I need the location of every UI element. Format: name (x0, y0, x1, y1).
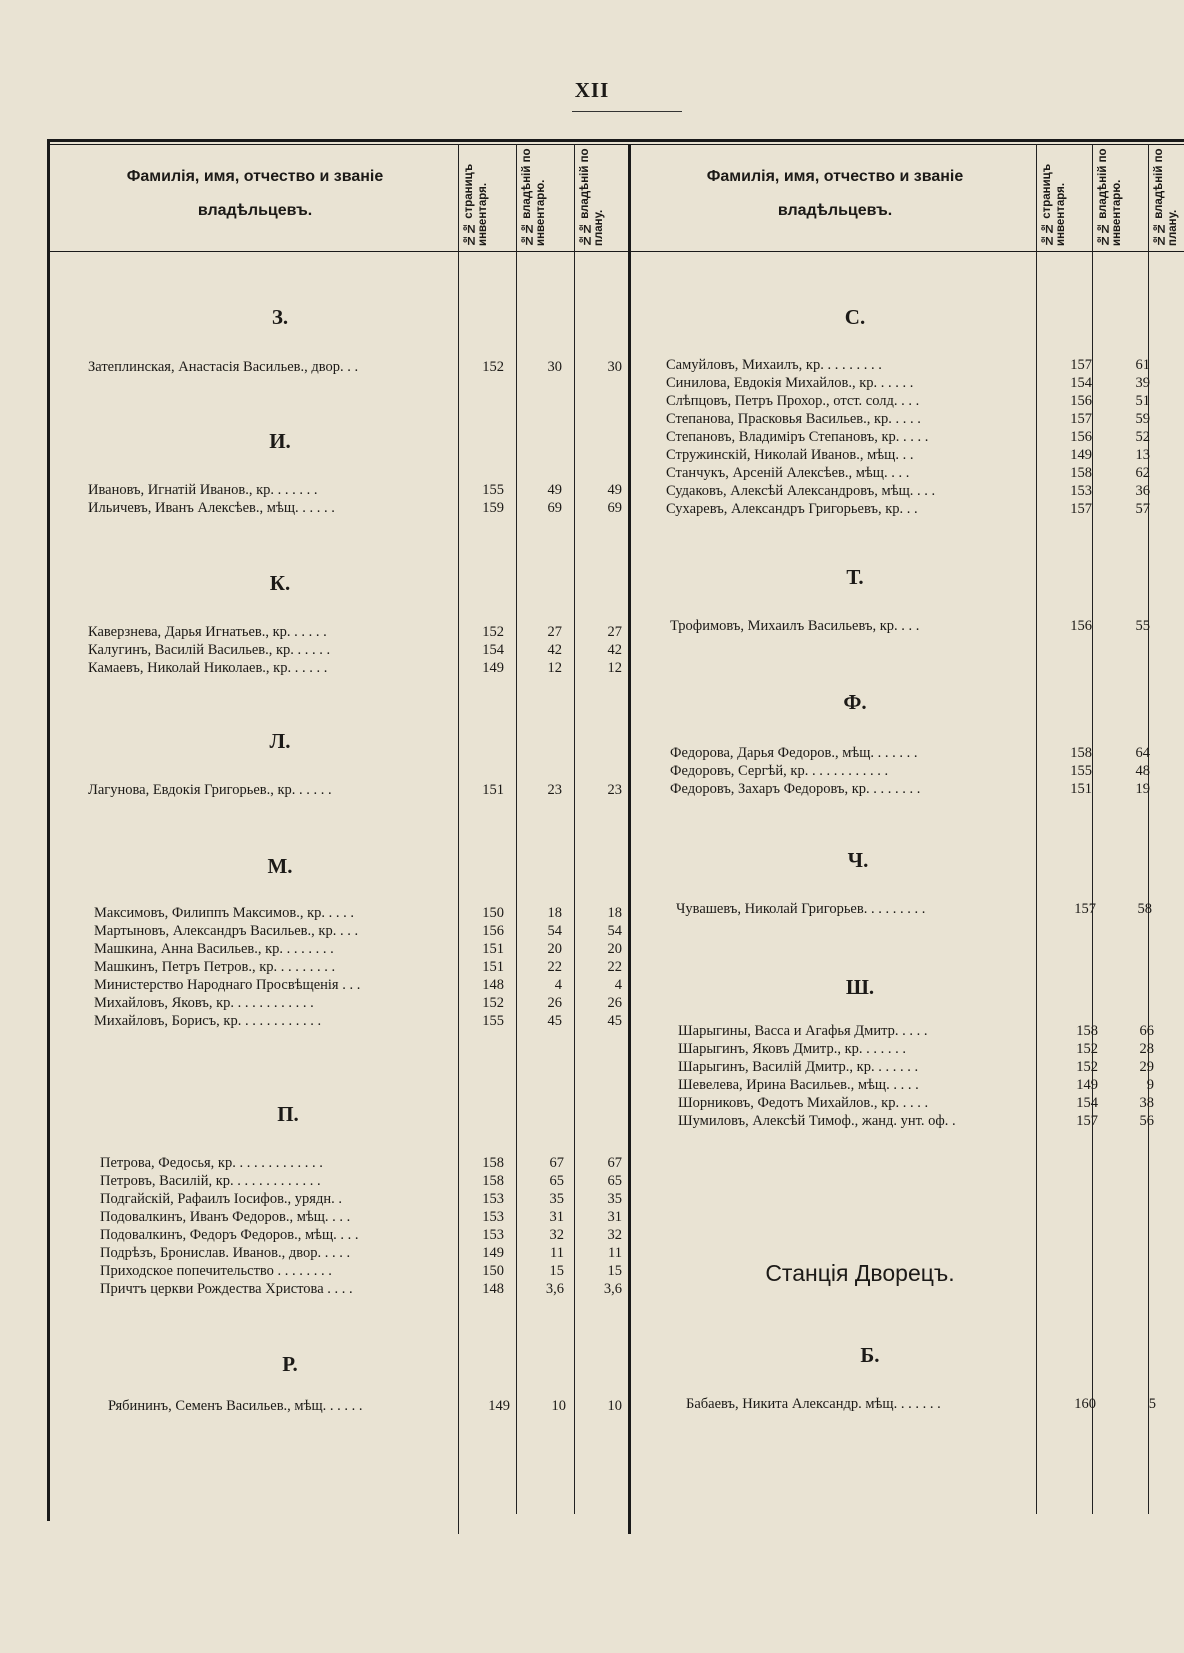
table-row (108, 1397, 628, 1415)
section-letter: Б. (860, 1343, 880, 1367)
plan-holding: 10 (607, 1398, 622, 1414)
inventory-holding: 18 (547, 905, 562, 921)
owner-name: Каверзнева, Дарья Игнатьев., кр. . . . . . (88, 624, 327, 640)
section-letter: Т. (846, 565, 864, 589)
inventory-page: 157 (1070, 411, 1092, 427)
inventory-page: 156 (1070, 618, 1092, 634)
owner-name: Министерство Народнаго Просвѣщенія . . . (94, 977, 361, 993)
owner-name: Сухаревъ, Александръ Григорьевъ, кр. . . (666, 501, 918, 517)
plan-holding: 49 (607, 482, 622, 498)
owner-name: Степановъ, Владиміръ Степановъ, кр. . . . . (666, 429, 929, 445)
inventory-page: 153 (482, 1209, 504, 1225)
inventory-page: 149 (482, 1245, 504, 1261)
owner-name: Затеплинская, Анастасія Васильев., двор. . . (88, 359, 359, 375)
plan-holding: 3,6 (603, 1281, 622, 1297)
right-col-plan-heading: №№ владѣній по плану. (1153, 148, 1179, 246)
plan-holding: 45 (607, 1013, 622, 1029)
inventory-page: 149 (482, 660, 504, 676)
table-row (88, 781, 628, 799)
section-letter: К. (269, 571, 291, 595)
right-col-divider-2 (1092, 144, 1093, 1514)
inventory-page: 158 (1076, 1023, 1098, 1039)
owner-name: Подовалкинъ, Иванъ Федоров., мѣщ. . . . (100, 1209, 351, 1225)
owner-name: Михайловъ, Борисъ, кр. . . . . . . . . . . . (94, 1013, 322, 1029)
owner-name: Чувашевъ, Николай Григорьев. . . . . . . . . (676, 901, 926, 917)
inventory-page: 158 (482, 1155, 504, 1171)
inventory-page: 151 (482, 959, 504, 975)
inventory-page: 152 (1076, 1059, 1098, 1075)
inventory-page: 155 (1070, 763, 1092, 779)
owner-name: Ильичевъ, Иванъ Алексѣев., мѣщ. . . . . . (88, 500, 335, 516)
inventory-page: 157 (1070, 357, 1092, 373)
table-top-rule (47, 139, 1184, 142)
owner-name: Лагунова, Евдокія Григорьев., кр. . . . . . (88, 782, 332, 798)
inventory-page: 157 (1076, 1113, 1098, 1129)
inventory-holding: 49 (547, 482, 562, 498)
owner-name: Федоровъ, Захаръ Федоровъ, кр. . . . . . . . (670, 781, 921, 797)
inventory-holding: 32 (549, 1227, 564, 1243)
inventory-holding: 57 (1135, 501, 1150, 517)
table-row (670, 744, 1184, 762)
left-col-inventory-heading: №№ владѣній по инвентарю. (521, 148, 547, 246)
inventory-page: 157 (1070, 501, 1092, 517)
plan-holding: 42 (607, 642, 622, 658)
right-col-divider-1 (1036, 144, 1037, 1514)
table-row (94, 1012, 628, 1030)
table-row (678, 1058, 1184, 1076)
owner-name: Судаковъ, Алексѣй Александровъ, мѣщ. . . . (666, 483, 936, 499)
plan-holding: 15 (607, 1263, 622, 1279)
left-col-plan-heading: №№ владѣній по плану. (579, 148, 605, 246)
owner-name: Станчукъ, Арсеній Алексѣев., мѣщ. . . . (666, 465, 910, 481)
inventory-holding: 38 (1139, 1095, 1154, 1111)
plan-holding: 26 (607, 995, 622, 1011)
inventory-page: 153 (482, 1191, 504, 1207)
left-col-pages-heading: №№ страницъ инвентаря. (463, 163, 489, 246)
inventory-holding: 3,6 (545, 1281, 564, 1297)
plan-holding: 54 (607, 923, 622, 939)
right-name-heading: Фамилія, имя, отчество и званіе владѣльцевъ. (706, 168, 964, 219)
table-row (666, 374, 1184, 392)
table-row (666, 446, 1184, 464)
owner-name: Максимовъ, Филиппъ Максимов., кр. . . . . (94, 905, 354, 921)
inventory-holding: 23 (547, 782, 562, 798)
inventory-page: 155 (482, 482, 504, 498)
owner-name: Ивановъ, Игнатій Иванов., кр. . . . . . . (88, 482, 318, 498)
section-letter: З. (271, 305, 289, 329)
inventory-holding: 10 (551, 1398, 566, 1414)
table-row (100, 1226, 628, 1244)
inventory-page: 150 (482, 1263, 504, 1279)
inventory-holding: 66 (1139, 1023, 1154, 1039)
table-row (678, 1112, 1184, 1130)
inventory-holding: 52 (1135, 429, 1150, 445)
table-row (100, 1280, 628, 1298)
section-letter: Ш. (845, 975, 875, 999)
inventory-page: 151 (482, 941, 504, 957)
table-row (666, 464, 1184, 482)
owner-name: Шарыгинъ, Яковъ Дмитр., кр. . . . . . . (678, 1041, 906, 1057)
table-row (88, 358, 628, 376)
plan-holding: 18 (607, 905, 622, 921)
inventory-holding: 11 (550, 1245, 564, 1261)
table-row (94, 976, 628, 994)
owner-name: Федоровъ, Сергѣй, кр. . . . . . . . . . . . (670, 763, 889, 779)
owner-name: Машкина, Анна Васильев., кр. . . . . . . . (94, 941, 334, 957)
owner-name: Мартыновъ, Александръ Васильев., кр. . . . (94, 923, 359, 939)
plan-holding: 67 (607, 1155, 622, 1171)
section-letter: И. (269, 429, 291, 453)
inventory-page: 149 (1070, 447, 1092, 463)
inventory-holding: 69 (547, 500, 562, 516)
inventory-page: 149 (488, 1398, 510, 1414)
inventory-page: 148 (482, 1281, 504, 1297)
inventory-holding: 31 (549, 1209, 564, 1225)
table-row (666, 356, 1184, 374)
plan-holding: 30 (607, 359, 622, 375)
plan-holding: 65 (607, 1173, 622, 1189)
table-row (666, 392, 1184, 410)
inventory-holding: 13 (1135, 447, 1150, 463)
inventory-page: 158 (482, 1173, 504, 1189)
inventory-holding: 36 (1135, 483, 1150, 499)
page-number-rule (572, 111, 682, 112)
header-bottom-rule (47, 251, 1184, 252)
inventory-holding: 9 (1146, 1077, 1154, 1093)
left-col-divider-3 (574, 144, 575, 1514)
inventory-page: 153 (1070, 483, 1092, 499)
owner-name: Рябининъ, Семенъ Васильев., мѣщ. . . . . . (108, 1398, 363, 1414)
right-col-divider-3 (1148, 144, 1149, 1514)
inventory-holding: 58 (1137, 901, 1152, 917)
owner-name: Машкинъ, Петръ Петров., кр. . . . . . . . . (94, 959, 336, 975)
owner-name: Синилова, Евдокія Михайлов., кр. . . . . . (666, 375, 914, 391)
inventory-page: 156 (1070, 429, 1092, 445)
inventory-holding: 56 (1139, 1113, 1154, 1129)
section-letter: С. (844, 305, 866, 329)
inventory-holding: 55 (1135, 618, 1150, 634)
plan-holding: 4 (614, 977, 622, 993)
table-row (100, 1154, 628, 1172)
left-name-heading: Фамилія, имя, отчество и званіе владѣльцевъ. (126, 168, 384, 219)
table-row (666, 482, 1184, 500)
table-row (100, 1190, 628, 1208)
inventory-holding: 35 (549, 1191, 564, 1207)
table-row (678, 1094, 1184, 1112)
inventory-page: 152 (482, 359, 504, 375)
plan-holding: 69 (607, 500, 622, 516)
owner-name: Шевелева, Ирина Васильев., мѣщ. . . . . (678, 1077, 919, 1093)
owner-name: Шорниковъ, Федотъ Михайлов., кр. . . . . (678, 1095, 929, 1111)
inventory-holding: 27 (547, 624, 562, 640)
table-row (678, 1076, 1184, 1094)
inventory-holding: 48 (1135, 763, 1150, 779)
owner-name: Степанова, Прасковья Васильев., кр. . . . . (666, 411, 921, 427)
table-row (94, 904, 628, 922)
table-row (88, 499, 628, 517)
section-letter: П. (277, 1102, 299, 1126)
right-col-inventory-heading: №№ владѣній по инвентарю. (1097, 148, 1123, 246)
inventory-page: 159 (482, 500, 504, 516)
inventory-page: 160 (1074, 1396, 1096, 1412)
right-col-pages-heading: №№ страницъ инвентаря. (1041, 163, 1067, 246)
owner-name: Петрова, Федосья, кр. . . . . . . . . . . . . (100, 1155, 323, 1171)
table-row (678, 1040, 1184, 1058)
inventory-page: 157 (1074, 901, 1096, 917)
table-row (88, 641, 628, 659)
plan-holding: 31 (607, 1209, 622, 1225)
table-row (686, 1395, 1184, 1413)
table-row (94, 958, 628, 976)
left-col-divider-1 (458, 144, 459, 1534)
inventory-page: 152 (482, 624, 504, 640)
inventory-page: 150 (482, 905, 504, 921)
table-row (666, 410, 1184, 428)
plan-holding: 22 (607, 959, 622, 975)
table-row (100, 1244, 628, 1262)
plan-holding: 23 (607, 782, 622, 798)
inventory-page: 153 (482, 1227, 504, 1243)
owner-name: Камаевъ, Николай Николаев., кр. . . . . . (88, 660, 328, 676)
table-row (88, 623, 628, 641)
owner-name: Трофимовъ, Михаилъ Васильевъ, кр. . . . (670, 618, 920, 634)
table-row (94, 940, 628, 958)
plan-holding: 20 (607, 941, 622, 957)
section-letter: М. (267, 854, 293, 878)
owner-name: Шарыгины, Васса и Агафья Дмитр. . . . . (678, 1023, 928, 1039)
inventory-holding: 62 (1135, 465, 1150, 481)
inventory-holding: 4 (554, 977, 562, 993)
owner-name: Калугинъ, Василій Васильев., кр. . . . . . (88, 642, 331, 658)
inventory-holding: 28 (1139, 1041, 1154, 1057)
inventory-page: 151 (482, 782, 504, 798)
inventory-holding: 65 (549, 1173, 564, 1189)
table-row (670, 780, 1184, 798)
table-row (670, 762, 1184, 780)
page-number: XII (574, 78, 610, 102)
inventory-page: 149 (1076, 1077, 1098, 1093)
inventory-holding: 67 (549, 1155, 564, 1171)
inventory-holding: 54 (547, 923, 562, 939)
section-letter: Ч. (847, 848, 869, 872)
section-letter: Ф. (843, 690, 867, 714)
left-border (47, 141, 50, 1521)
inventory-page: 155 (482, 1013, 504, 1029)
inventory-holding: 39 (1135, 375, 1150, 391)
inventory-holding: 26 (547, 995, 562, 1011)
owner-name: Петровъ, Василій, кр. . . . . . . . . . . . . (100, 1173, 321, 1189)
owner-name: Шумиловъ, Алексѣй Тимоф., жанд. унт. оф. . (678, 1113, 956, 1129)
inventory-holding: 42 (547, 642, 562, 658)
inventory-page: 158 (1070, 745, 1092, 761)
table-row (678, 1022, 1184, 1040)
inventory-holding: 15 (549, 1263, 564, 1279)
inventory-page: 154 (1070, 375, 1092, 391)
inventory-holding: 61 (1135, 357, 1150, 373)
inventory-page: 158 (1070, 465, 1092, 481)
table-row (666, 428, 1184, 446)
owner-name: Стружинскій, Николай Иванов., мѣщ. . . (666, 447, 914, 463)
table-row (666, 500, 1184, 518)
inventory-holding: 59 (1135, 411, 1150, 427)
table-row (94, 994, 628, 1012)
inventory-holding: 5 (1148, 1396, 1156, 1412)
inventory-holding: 12 (547, 660, 562, 676)
table-row (676, 900, 1184, 918)
plan-holding: 12 (607, 660, 622, 676)
owner-name: Подгайскій, Рафаилъ Іосифов., урядн. . (100, 1191, 342, 1207)
inventory-page: 154 (1076, 1095, 1098, 1111)
inventory-holding: 29 (1139, 1059, 1154, 1075)
table-row (88, 659, 628, 677)
inventory-holding: 30 (547, 359, 562, 375)
inventory-holding: 64 (1135, 745, 1150, 761)
owner-name: Подовалкинъ, Федоръ Федоров., мѣщ. . . . (100, 1227, 359, 1243)
inventory-page: 151 (1070, 781, 1092, 797)
station-title: Станція Дворецъ. (765, 1260, 955, 1286)
table-top-rule-inner (47, 144, 1184, 145)
owner-name: Слѣпцовъ, Петръ Прохор., отст. солд. . . . (666, 393, 920, 409)
center-divider (628, 144, 631, 1534)
plan-holding: 35 (607, 1191, 622, 1207)
inventory-holding: 20 (547, 941, 562, 957)
table-row (100, 1208, 628, 1226)
owner-name: Федорова, Дарья Федоров., мѣщ. . . . . . . (670, 745, 918, 761)
owner-name: Самуйловъ, Михаилъ, кр. . . . . . . . . (666, 357, 882, 373)
owner-name: Бабаевъ, Никита Александр. мѣщ. . . . . . . (686, 1396, 941, 1412)
table-row (670, 617, 1184, 635)
plan-holding: 32 (607, 1227, 622, 1243)
inventory-page: 152 (482, 995, 504, 1011)
left-col-divider-2 (516, 144, 517, 1514)
section-letter: Л. (269, 729, 291, 753)
plan-holding: 27 (607, 624, 622, 640)
inventory-holding: 45 (547, 1013, 562, 1029)
inventory-holding: 19 (1135, 781, 1150, 797)
inventory-holding: 22 (547, 959, 562, 975)
owner-name: Шарыгинъ, Василій Дмитр., кр. . . . . . . (678, 1059, 919, 1075)
inventory-page: 152 (1076, 1041, 1098, 1057)
owner-name: Причтъ церкви Рождества Христова . . . . (100, 1281, 353, 1297)
inventory-holding: 51 (1135, 393, 1150, 409)
inventory-page: 148 (482, 977, 504, 993)
table-row (88, 481, 628, 499)
owner-name: Приходское попечительство . . . . . . . . (100, 1263, 332, 1279)
inventory-page: 156 (1070, 393, 1092, 409)
table-row (100, 1262, 628, 1280)
inventory-page: 156 (482, 923, 504, 939)
inventory-page: 154 (482, 642, 504, 658)
owner-name: Подрѣзъ, Бронислав. Иванов., двор. . . . . (100, 1245, 351, 1261)
owner-name: Михайловъ, Яковъ, кр. . . . . . . . . . . . (94, 995, 314, 1011)
table-row (100, 1172, 628, 1190)
section-letter: Р. (282, 1352, 298, 1376)
table-row (94, 922, 628, 940)
plan-holding: 11 (608, 1245, 622, 1261)
